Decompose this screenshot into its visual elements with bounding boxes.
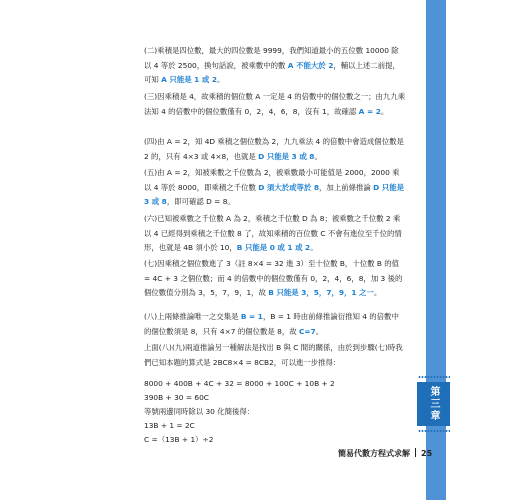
para-highlight: B = 1 [240, 312, 263, 321]
page-number: 25 [421, 449, 433, 458]
para-number: (七) [144, 259, 158, 268]
para-tail-2: 。 [217, 75, 225, 85]
para-tail: 。 [373, 288, 382, 298]
para-highlight-2: D 只能是 3 或 8 [144, 182, 404, 207]
para-number: (三) [144, 92, 158, 101]
para-text: 乘積是四位數，最大的四位數是 9999，我們知道最小的五位數 10000 除以 4 等於 2500，換句話說，被乘數中的數 [144, 46, 399, 70]
para-text: 由 A = 2，知被乘數之千位數為 2，被乘數最小可能值是 2000，2000 乘以 4 等於 8000，即乘積之千位數 [144, 168, 400, 192]
chapter-tab-label: 第三章 [428, 386, 439, 422]
paragraph-8 [144, 310, 406, 339]
para-text: 由 A = 2，知 4D 乘積之個位數為 2，九九乘法 4 的倍數中會造成個位數是 2 的，只有 4×3 或 4×8，也就是 [144, 137, 404, 161]
paragraph-4 [144, 135, 406, 164]
para-number: (六) [144, 214, 158, 223]
para-highlight: A = 2 [358, 106, 381, 116]
para-tail-2: 。 [315, 326, 324, 336]
para-number: (四) [144, 137, 158, 146]
footer-divider [415, 448, 416, 457]
para-number: (八) [144, 312, 158, 321]
para-highlight: D 只能是 3 或 8 [258, 151, 315, 161]
para-tail: 。 [310, 243, 318, 253]
paragraph-3 [144, 90, 406, 119]
equation-2: 390B + 30 = 60C [144, 393, 209, 402]
para-highlight: B 只能是 3，5，7，9，1 之一 [268, 288, 374, 298]
summary-paragraph [144, 341, 406, 370]
para-number: (五) [144, 168, 158, 177]
para-highlight: A 不能大於 2 [287, 60, 334, 70]
chapter-tab[interactable] [417, 382, 450, 426]
para-text: 因乘積之個位數進了 3（註 8×4 = 32 進 3）至十位數 B，十位數 B 的值 = 4C + 3 之個位數；而 4 的倍數中的個位數僅有 0，2，4，6，8，加 3 後的個位數值分別為 3，5，7，9，1，故 [144, 259, 403, 298]
paragraph-6 [144, 212, 406, 256]
para-text: 上兩條推論唯一之交集是 [157, 312, 241, 321]
para-highlight-2: A 只能是 1 或 2 [161, 75, 218, 85]
dotted-rule-top [418, 376, 450, 378]
para-tail: ，B = 1 時由前條推論衍推知 4 的倍數中的個位數須是 8，只有 4×7 的個位數是 8，故 [144, 312, 399, 336]
para-tail-2: ，即可確認 D = 8。 [166, 197, 235, 207]
footer-title: 簡易代數方程式求解 [338, 449, 410, 458]
dotted-rule-bottom [418, 430, 450, 432]
para-tail: 。 [380, 106, 389, 116]
para-highlight-2: C=7 [299, 326, 316, 336]
equation-1: 8000 + 400B + 4C + 32 = 8000 + 100C + 10B + 2 [144, 379, 335, 388]
equation-3: 13B + 1 = 2C [144, 421, 195, 430]
paragraph-2 [144, 44, 406, 88]
summary-text: 上面(八)(九)兩道推論另一種解法是找出 B 與 C 間的關係，由於到步驟(七)時我們已知本題的算式是 2BC8×4 = 8CB2，可以進一步推得： [144, 343, 403, 367]
para-highlight: B 只能是 0 或 1 或 2 [236, 243, 311, 253]
equation-note: 等號兩邊同時除以 30 化簡後得： [144, 407, 255, 416]
para-text: 已知被乘數之千位數 A 為 2，乘積之千位數 D 為 8；被乘數之千位數 2 乘以 4 已經得到乘積之千位數 8 了，故知乘積的百位數 C 不會有進位至千位的情形，也就是 4B 須小於 10， [144, 214, 402, 253]
para-tail: ，輔以上述二前提，可知 [144, 60, 400, 85]
para-tail: ，加上前條推論 [319, 182, 374, 192]
para-tail: 。 [314, 151, 322, 161]
para-number: (二) [144, 46, 158, 55]
paragraph-5 [144, 166, 406, 210]
paragraph-7 [144, 257, 406, 301]
page-footer [338, 448, 432, 459]
equation-4: C =（13B + 1）÷2 [144, 435, 214, 444]
para-highlight: D 須大於或等於 8 [258, 182, 319, 192]
para-text: 因乘積是 4，故乘積的個位數 A 一定是 4 的倍數中的個位數之一；由九九乘法知 4 的倍數中的個位數僅有 0，2，4，6，8，沒有 1，故確認 [144, 92, 406, 116]
